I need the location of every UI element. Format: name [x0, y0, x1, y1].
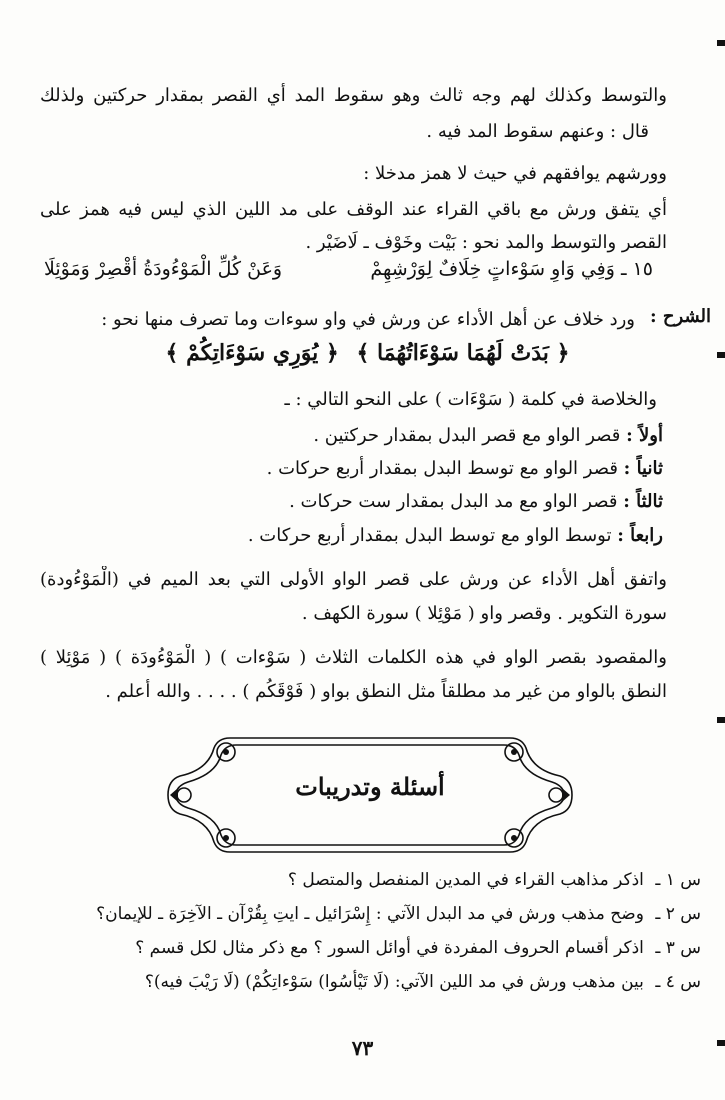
- list-item-label: ثانياً :: [623, 458, 663, 479]
- list-item-text: قصر الواو مع توسط البدل بمقدار أربع حركات .: [266, 458, 618, 479]
- list-item-text: قصر الواو مع مد البدل بمقدار ست حركات .: [289, 491, 618, 512]
- question-line: [34, 968, 701, 996]
- verse-second-half: وَعَنْ كُلِّ الْمَوْءُودَةُ أقْصِرْ وَمَوْئِلَا: [44, 258, 283, 280]
- question-number: س ١ ـ: [655, 870, 701, 890]
- list-item-label: رابعاً :: [617, 525, 663, 546]
- question-line: [34, 934, 701, 962]
- ornamental-frame: [160, 730, 580, 860]
- poem-verse: [44, 258, 653, 290]
- summary-line: والخلاصة في كلمة ( سَوْءَات ) على النحو التالي : ـ: [284, 389, 657, 410]
- list-item: [40, 455, 663, 483]
- question-line: [34, 866, 701, 894]
- list-item: [40, 422, 663, 450]
- list-item: [40, 522, 663, 550]
- quran-quotes: [0, 340, 725, 366]
- commentary-label: الشرح :: [649, 306, 711, 327]
- text-line: والتوسط وكذلك لهم وجه ثالث وهو سقوط المد أي القصر بمقدار حركتين ولذلك: [40, 85, 667, 106]
- paragraph-line: واتفق أهل الأداء عن ورش على قصر الواو الأولى التي بعد الميم في (الْمَوْءُودة): [40, 569, 667, 590]
- scan-edge-mark: [717, 352, 725, 358]
- list-item-text: قصر الواو مع قصر البدل بمقدار حركتين .: [313, 425, 621, 446]
- verse-first-text: وَفِي وَاوِ سَوْءاتٍ خِلَافٌ لِوَرْشِهِمْ: [370, 258, 615, 280]
- quran-quote: ﴿ بَدَتْ لَهُمَا سَوْءَاتُهُمَا ﴾: [356, 340, 570, 366]
- section-title: أسئلة وتدريبات: [295, 772, 445, 801]
- question-number: س ٢ ـ: [655, 904, 701, 924]
- quran-quote: ﴿ يُوَرِي سَوْءَاتِكُمْ ﴾: [165, 340, 339, 366]
- paragraph-line: سورة التكوير . وقصر واو ( مَوْئِلا ) سورة الكهف .: [301, 603, 667, 624]
- list-item: [40, 488, 663, 516]
- list-item-text: توسط الواو مع توسط البدل بمقدار أربع حركات .: [247, 525, 612, 546]
- list-item-label: أولاً :: [626, 425, 663, 446]
- question-text: اذكر أقسام الحروف المفردة في أوائل السور ؟ مع ذكر مثال لكل قسم ؟: [135, 938, 644, 958]
- scan-edge-mark: [717, 717, 725, 723]
- paragraph-line: والمقصود بقصر الواو في هذه الكلمات الثلاث ( سَوْءات ) ( الْمَوْءُودَة ) ( مَوْئِلا ): [40, 647, 667, 668]
- question-line: [34, 900, 701, 928]
- list-item-label: ثالثاً :: [623, 491, 663, 512]
- poem-heading-line: وورشهم يوافقهم في حيث لا همز مدخلا :: [363, 163, 667, 184]
- commentary-intro: ورد خلاف عن أهل الأداء عن ورش في واو سوءات وما تصرف منها نحو :: [101, 309, 635, 330]
- scan-edge-mark: [717, 40, 725, 46]
- text-line: أي يتفق ورش مع باقي القراء عند الوقف على مد اللين الذي ليس فيه همز على: [40, 199, 667, 220]
- verse-number: ١٥ ـ: [620, 258, 653, 280]
- question-text: وضح مذهب ورش في مد البدل الآتي : إِسْرَائيل ـ ايتِ بِقُرْآن ـ الآخِرَة ـ للإيمان؟: [96, 904, 644, 924]
- page-number: ٧٣: [351, 1036, 374, 1060]
- question-number: س ٤ ـ: [655, 972, 701, 992]
- verse-first-half: [370, 258, 653, 290]
- question-number: س ٣ ـ: [655, 938, 701, 958]
- text-line: القصر والتوسط والمد نحو : بَيْت وخَوْف ـ لَاضَيْر .: [305, 232, 667, 253]
- question-text: بين مذهب ورش في مد اللين الآتي: (لَا تَيْأسُوا) سَوْءاتِكُمْ) (لَا رَيْبَ فيه)؟: [144, 972, 644, 992]
- scan-edge-mark: [717, 1040, 725, 1046]
- question-text: اذكر مذاهب القراء في المدين المنفصل والمتصل ؟: [287, 870, 644, 890]
- paragraph-line: النطق بالواو من غير مد مطلقاً مثل النطق بواو ( فَوْقَكُم ) . . . . والله أعلم .: [105, 681, 667, 702]
- text-line: قال : وعنهم سقوط المد فيه .: [426, 121, 649, 142]
